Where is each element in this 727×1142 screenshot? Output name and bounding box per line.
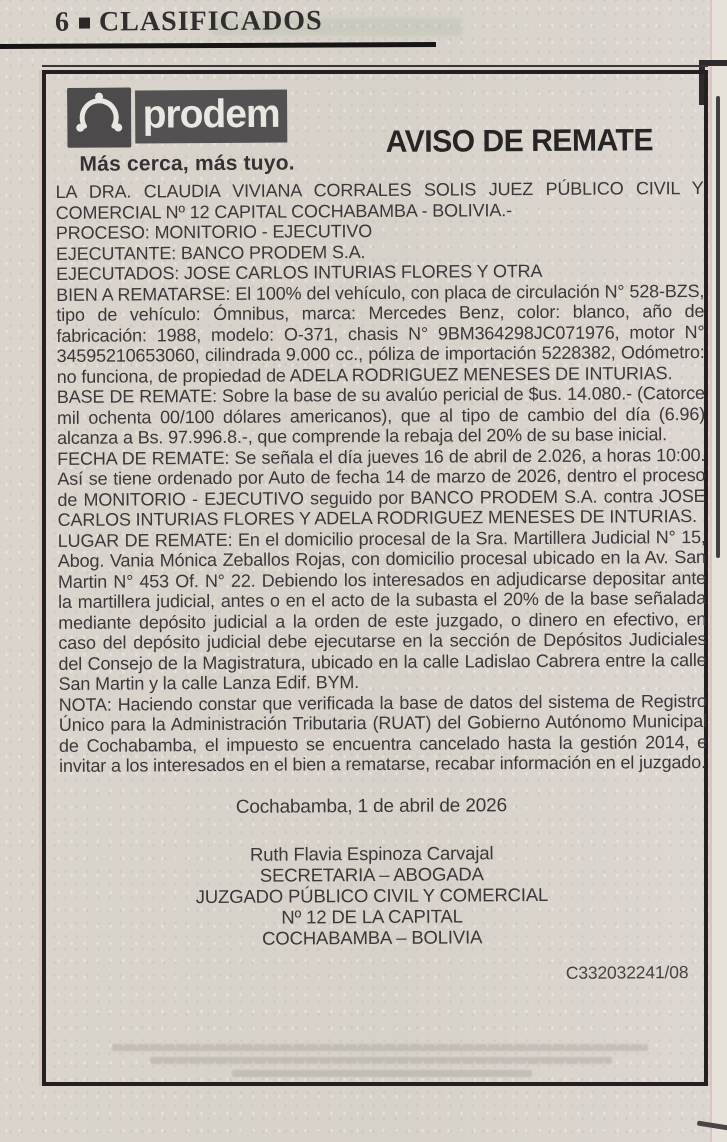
page-number: 6 xyxy=(54,6,71,38)
signatory-title: SECRETARIA – ABOGADA xyxy=(259,863,484,886)
nota-paragraph: NOTA: Haciendo constar que verificada la base de datos del sistema de Registro Único para la Administración Tributaria (RUAT) del Gobierno Autónomo Municipal de Cochabamba, el impuesto se encuentra cancelado hasta la gestión 2014, e invitar a los interesados en el bien a rematarse, recabar información en el juzgado. xyxy=(58,690,708,776)
bien-a-rematarse-paragraph: BIEN A REMATARSE: El 100% del vehículo, con placa de circulación N° 528-BZS, tipo de vehículo: Ómnibus, marca: Mercedes Benz, color: blanco, año de fabricación: 1988, modelo: O-371, chasis N° 9BM364298JC071976, motor N° 34595210653060, cilindrada 9.000 cc., póliza de importación 5228382, Odómetro: no funciona, de propiedad de ADELA RODRIGUEZ MENESES DE INTURIAS. xyxy=(56,280,705,387)
fecha-de-remate-paragraph: FECHA DE REMATE: Se señala el día jueves 16 de abril de 2.026, a horas 10:00. Así se tiene ordenado por Auto de fecha 14 de marzo de 2026, dentro el proceso de MONITORIO - EJECUTIVO seguido por BANCO PRODEM S.A. contra JOSE CARLOS INTURIAS FLORES Y ADELA RODRIGUEZ MENESES DE INTURIAS. xyxy=(57,444,706,530)
section-title: CLASIFICADOS xyxy=(98,5,323,38)
proceso-paragraph: PROCESO: MONITORIO - EJECUTIVO xyxy=(55,221,373,243)
signatory-court-number: Nº 12 DE LA CAPITAL xyxy=(281,905,463,928)
reference-code: C332032241/08 xyxy=(565,962,689,983)
ad-title: AVISO DE REMATE xyxy=(385,122,654,159)
prodem-logo-icon xyxy=(67,87,131,147)
date-line: Cochabamba, 1 de abril de 2026 xyxy=(235,794,508,818)
masthead-rule xyxy=(0,42,436,49)
ink-bleed-ghost xyxy=(112,1044,648,1051)
signatory-court: JUZGADO PÚBLICO CIVIL Y COMERCIAL xyxy=(195,883,549,908)
ad-content xyxy=(43,72,707,1084)
brand-name: prodem xyxy=(142,92,280,137)
signature-block xyxy=(48,841,697,950)
ink-bleed-ghost xyxy=(232,1070,532,1077)
signatory-location: COCHABAMBA – BOLIVIA xyxy=(262,926,483,949)
prodem-wordmark xyxy=(135,90,287,144)
base-de-remate-paragraph: BASE DE REMATE: Sobre la base de su avalúo pericial de $us. 14.080.- (Catorce mil ochenta 00/100 dólares americanos), que al tipo de cambio del día (6.96) alcanza a Bs. 97.996.8.-, que comprende la rebaja del 20% de su base inicial. xyxy=(56,382,706,448)
ejecutados-paragraph: EJECUTADOS: JOSE CARLOS INTURIAS FLORES Y OTRA xyxy=(56,260,543,284)
auction-notice-ad xyxy=(42,70,708,1086)
signatory-name: Ruth Flavia Espinoza Carvajal xyxy=(249,842,494,865)
court-header-paragraph: LA DRA. CLAUDIA VIVIANA CORRALES SOLIS JUEZ PÚBLICO CIVIL Y COMERCIAL Nº 12 CAPITAL COCHABAMBA - BOLIVIA.- xyxy=(55,177,704,223)
ink-bleed-ghost xyxy=(150,1057,612,1064)
column-rule-line xyxy=(716,96,720,558)
ad-body xyxy=(56,178,709,986)
page-header xyxy=(55,5,323,38)
lugar-de-remate-paragraph: LUGAR DE REMATE: En el domicilio procesal de la Sra. Martillera Judicial N° 15, Abog. Vania Mónica Zeballos Rojas, con domicilio procesal ubicado en la Av. San Martin N° 453 Of. N° 22. Debiendo los interesados en adjudicarse depositar ante la martillera judicial, antes o en el acto de la subasta el 20% de la base señalada mediante depósito judicial a la orden de este juzgado, o dinero en efectivo, en caso del depósito judicial debe ejecutarse en la sección de Depósitos Judiciales del Consejo de la Magistratura, ubicado en la calle Ladislao Cabrera entre la calle San Martin y la calle Lanza Edif. BYM. xyxy=(57,526,707,694)
double-border-line xyxy=(42,65,708,67)
bullet-square-icon xyxy=(79,18,90,29)
brand-tagline: Más cerca, más tuyo. xyxy=(79,151,295,176)
ejecutante-paragraph: EJECUTANTE: BANCO PRODEM S.A. xyxy=(55,241,366,264)
